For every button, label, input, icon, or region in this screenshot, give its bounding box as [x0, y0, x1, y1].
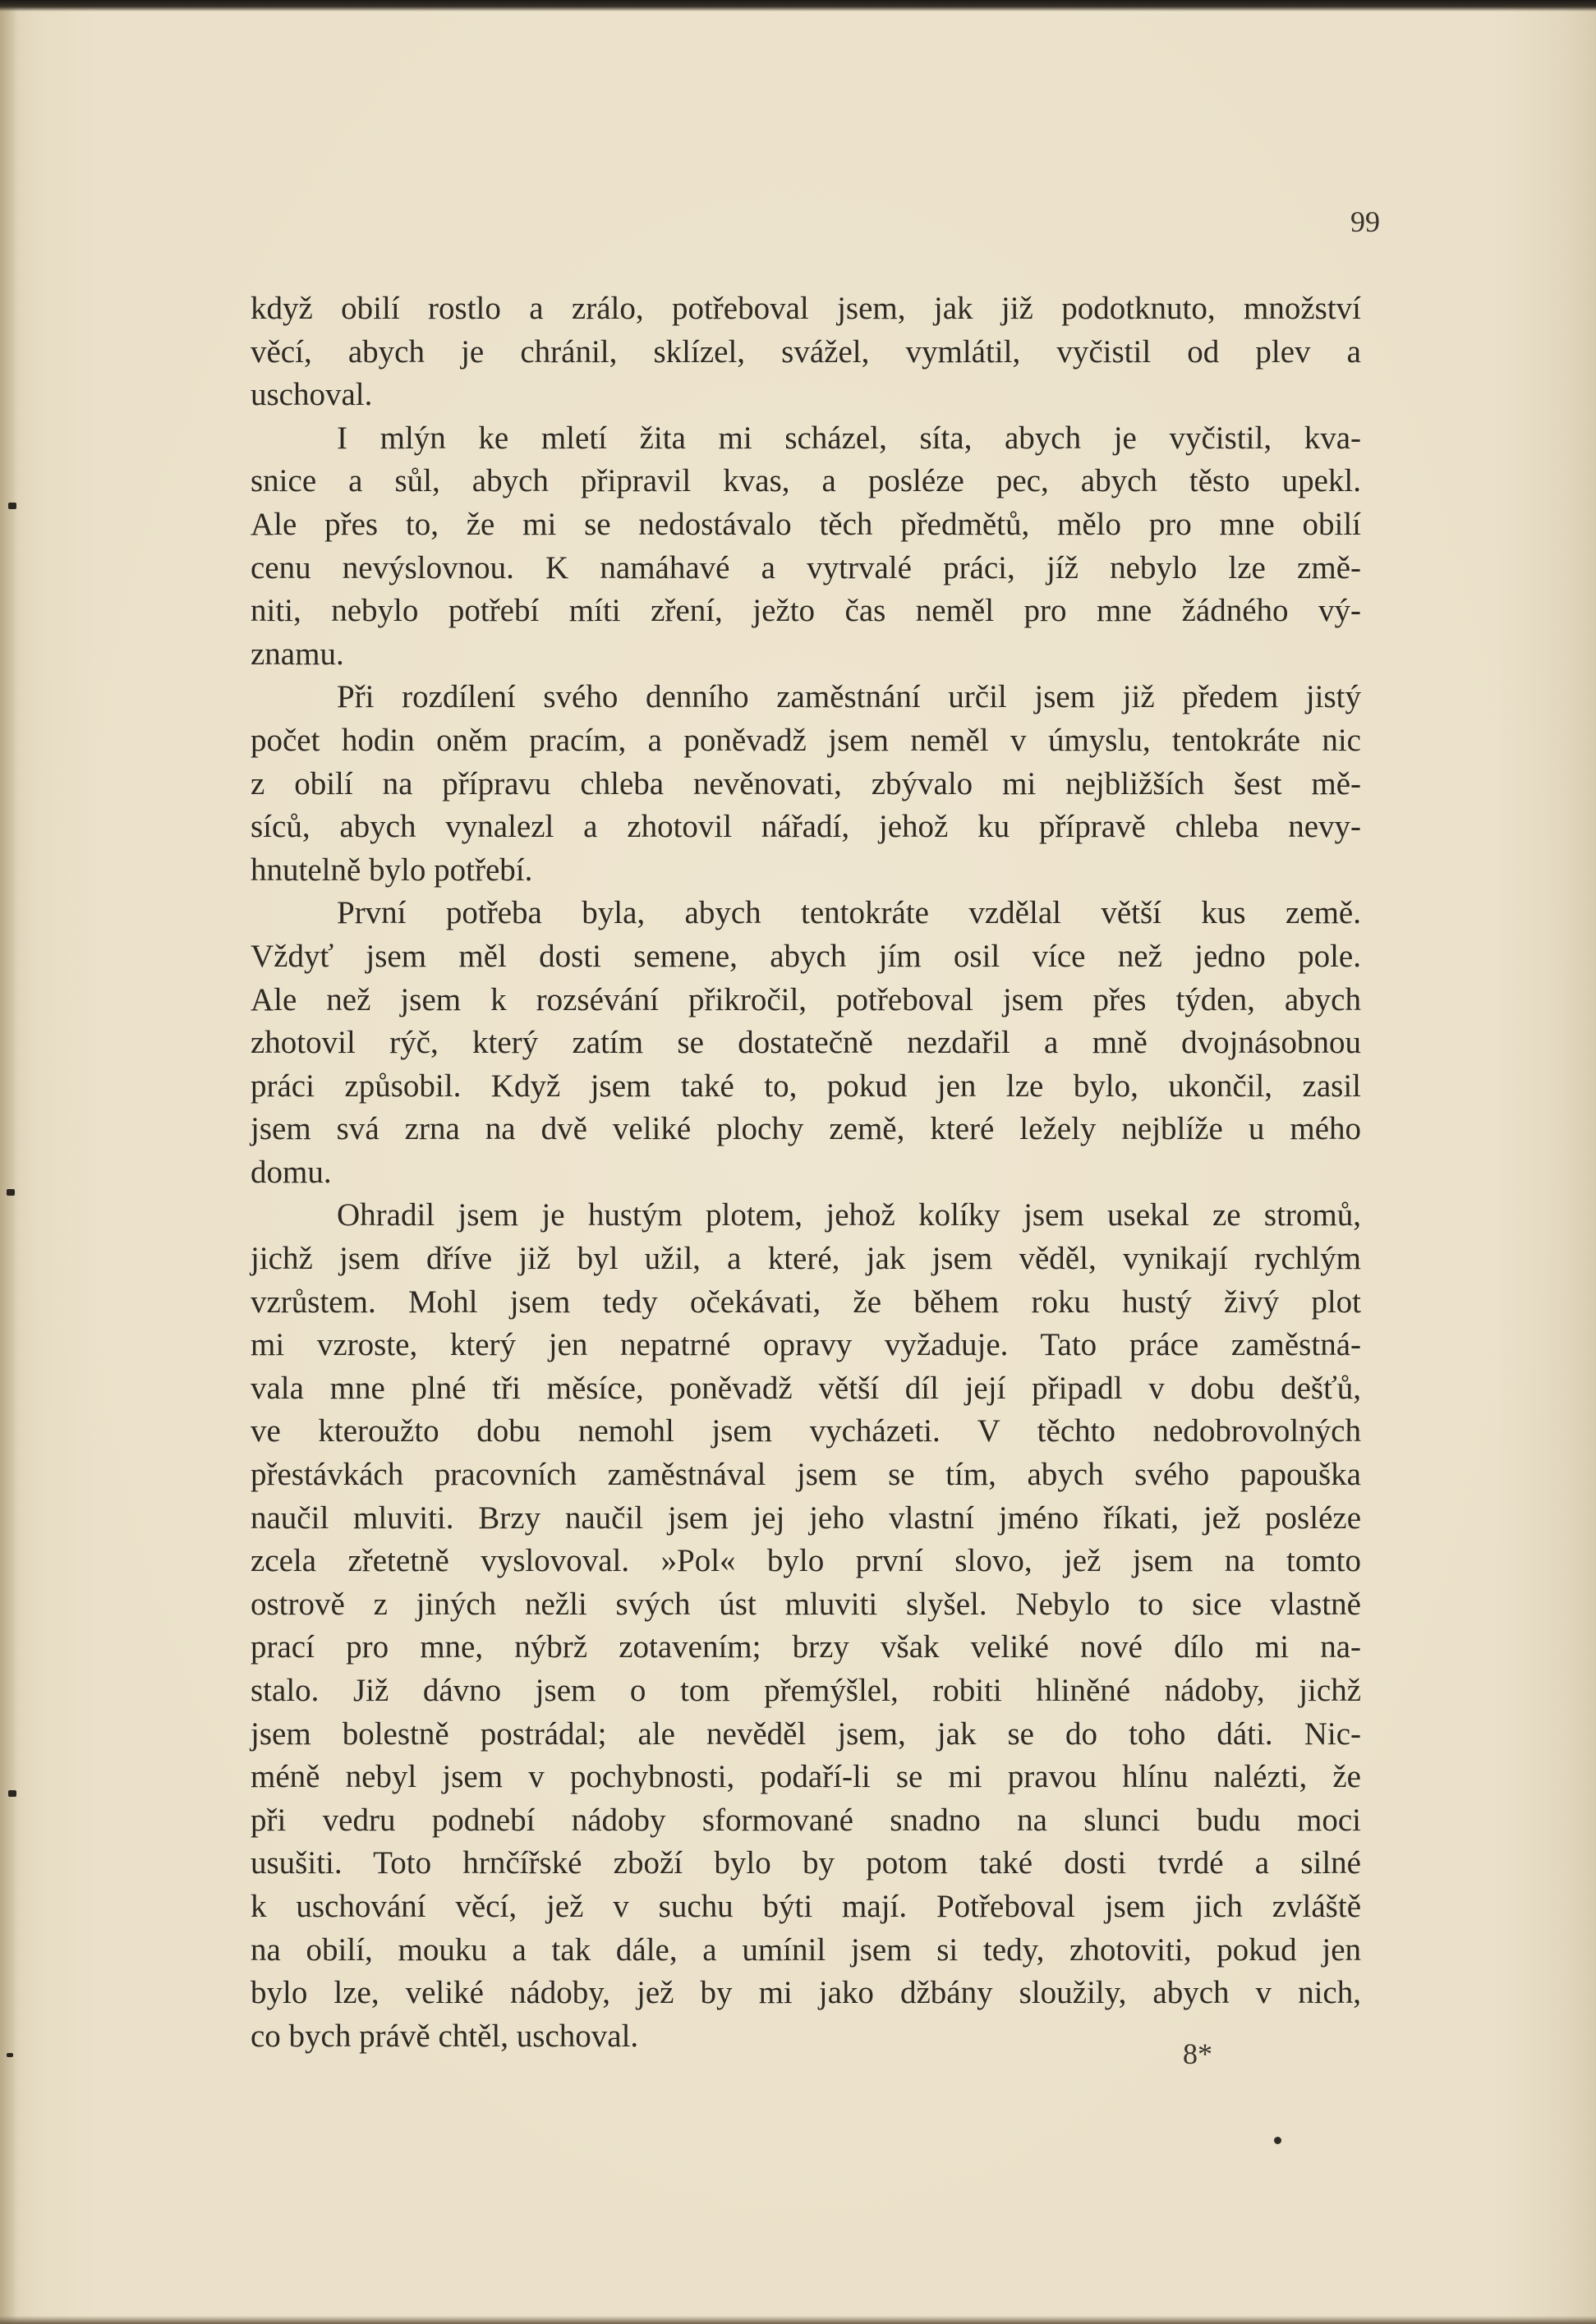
text-line: domu.	[251, 1154, 332, 1190]
text-line: věcí, abych je chránil, sklízel, svážel, vymlátil, vyčistil od plev a	[251, 333, 1361, 370]
text-line: I mlýn ke mletí žita mi scházel, síta, abych je vyčistil, kva-	[337, 420, 1361, 456]
text-line: přestávkách pracovních zaměstnával jsem se tím, abych svého papouška	[251, 1457, 1361, 1493]
text-line: uschoval.	[251, 377, 373, 413]
text-line: zcela zřetetně vyslovoval. »Pol« bylo první slovo, jež jsem na tomto	[251, 1543, 1361, 1579]
text-line: jsem bolestně postrádal; ale nevěděl jsem, jak se do toho dáti. Nic-	[251, 1715, 1361, 1752]
text-line: jsem svá zrna na dvě veliké plochy země, které ležely nejblíže u mého	[251, 1111, 1361, 1147]
text-line: Ohradil jsem je hustým plotem, jehož kolíky jsem usekal ze stromů,	[337, 1197, 1361, 1233]
text-line: Vždyť jsem měl dosti semene, abych jím osil více než jedno pole.	[251, 938, 1361, 974]
text-line: ve kteroužto dobu nemohl jsem vycházeti. V těchto nedobrovolných	[251, 1413, 1361, 1449]
text-line: stalo. Již dávno jsem o tom přemýšlel, robiti hliněné nádoby, jichž	[251, 1673, 1361, 1708]
margin-speck	[7, 1189, 15, 1196]
bottom-edge	[0, 2316, 1596, 2324]
text-line: První potřeba byla, abych tentokráte vzdělal větší kus země.	[337, 895, 1361, 931]
margin-speck	[8, 503, 16, 509]
text-line: Při rozdílení svého denního zaměstnání určil jsem již předem jistý	[337, 679, 1361, 715]
text-line: vzrůstem. Mohl jsem tedy očekávati, že během roku hustý živý plot	[251, 1284, 1361, 1320]
body-text	[251, 287, 1361, 2058]
text-line: co bych právě chtěl, uschoval.	[251, 2018, 639, 2054]
text-line: počet hodin oněm pracím, a poněvadž jsem neměl v úmyslu, tentokráte nic	[251, 722, 1361, 758]
text-line: k uschování věcí, jež v suchu býti mají. Potřeboval jsem jich zvláště	[251, 1888, 1361, 1924]
text-line: vala mne plné tři měsíce, poněvadž větší díl její připadl v dobu dešťů,	[251, 1370, 1361, 1406]
text-line: usušiti. Toto hrnčířské zboží bylo by potom také dosti tvrdé a silné	[251, 1845, 1361, 1881]
text-line: mi vzroste, který jen nepatrné opravy vyžaduje. Tato práce zaměstná-	[251, 1327, 1361, 1363]
margin-speck	[7, 2053, 13, 2057]
text-line: cenu nevýslovnou. K namáhavé a vytrvalé práci, jíž nebylo lze změ-	[251, 549, 1361, 586]
text-line: síců, abych vynalezl a zhotovil nářadí, jehož ku přípravě chleba nevy-	[251, 809, 1361, 845]
ink-dot	[1274, 2137, 1281, 2144]
text-line: naučil mluviti. Brzy naučil jsem jej jeho vlastní jméno říkati, jež posléze	[251, 1500, 1361, 1536]
text-line: při vedru podnebí nádoby sformované snadno na slunci budu moci	[251, 1802, 1361, 1838]
text-line: práci způsobil. Když jsem také to, pokud jen lze bylo, ukončil, zasil	[251, 1068, 1361, 1104]
text-line: na obilí, mouku a tak dále, a umínil jsem si tedy, zhotoviti, pokud jen	[251, 1931, 1361, 1968]
text-line: jichž jsem dříve již byl užil, a které, jak jsem věděl, vynikají rychlým	[251, 1241, 1361, 1277]
text-line: z obilí na přípravu chleba nevěnovati, zbývalo mi nejbližších šest mě-	[251, 765, 1361, 801]
signature-mark: 8*	[1183, 2037, 1212, 2070]
margin-speck	[8, 1790, 16, 1797]
text-line: ostrově z jiných nežli svých úst mluviti slyšel. Nebylo to sice vlastně	[251, 1586, 1361, 1622]
top-edge	[0, 0, 1596, 11]
text-line: prací pro mne, nýbrž zotavením; brzy však veliké nové dílo mi na-	[251, 1629, 1361, 1665]
text-line: když obilí rostlo a zrálo, potřeboval jsem, jak již podotknuto, množství	[251, 291, 1361, 326]
spine-shadow	[0, 0, 18, 2324]
text-line: méně nebyl jsem v pochybnosti, podaří-li se mi pravou hlínu nalézti, že	[251, 1759, 1361, 1795]
text-line: znamu.	[251, 636, 344, 672]
text-line: hnutelně bylo potřebí.	[251, 852, 533, 888]
text-line: snice a sůl, abych připravil kvas, a posléze pec, abych těsto upekl.	[251, 463, 1361, 499]
text-line: niti, nebylo potřebí míti zření, ježto čas neměl pro mne žádného vý-	[251, 593, 1361, 629]
text-line: Ale přes to, že mi se nedostávalo těch předmětů, mělo pro mne obilí	[251, 506, 1361, 542]
text-line: zhotovil rýč, který zatím se dostatečně nezdařil a mně dvojnásobnou	[251, 1025, 1361, 1061]
text-line: bylo lze, veliké nádoby, jež by mi jako džbány sloužily, abych v nich,	[251, 1975, 1361, 2011]
page-number: 99	[1350, 205, 1380, 238]
text-line: Ale než jsem k rozsévání přikročil, potřeboval jsem přes týden, abych	[251, 981, 1361, 1017]
